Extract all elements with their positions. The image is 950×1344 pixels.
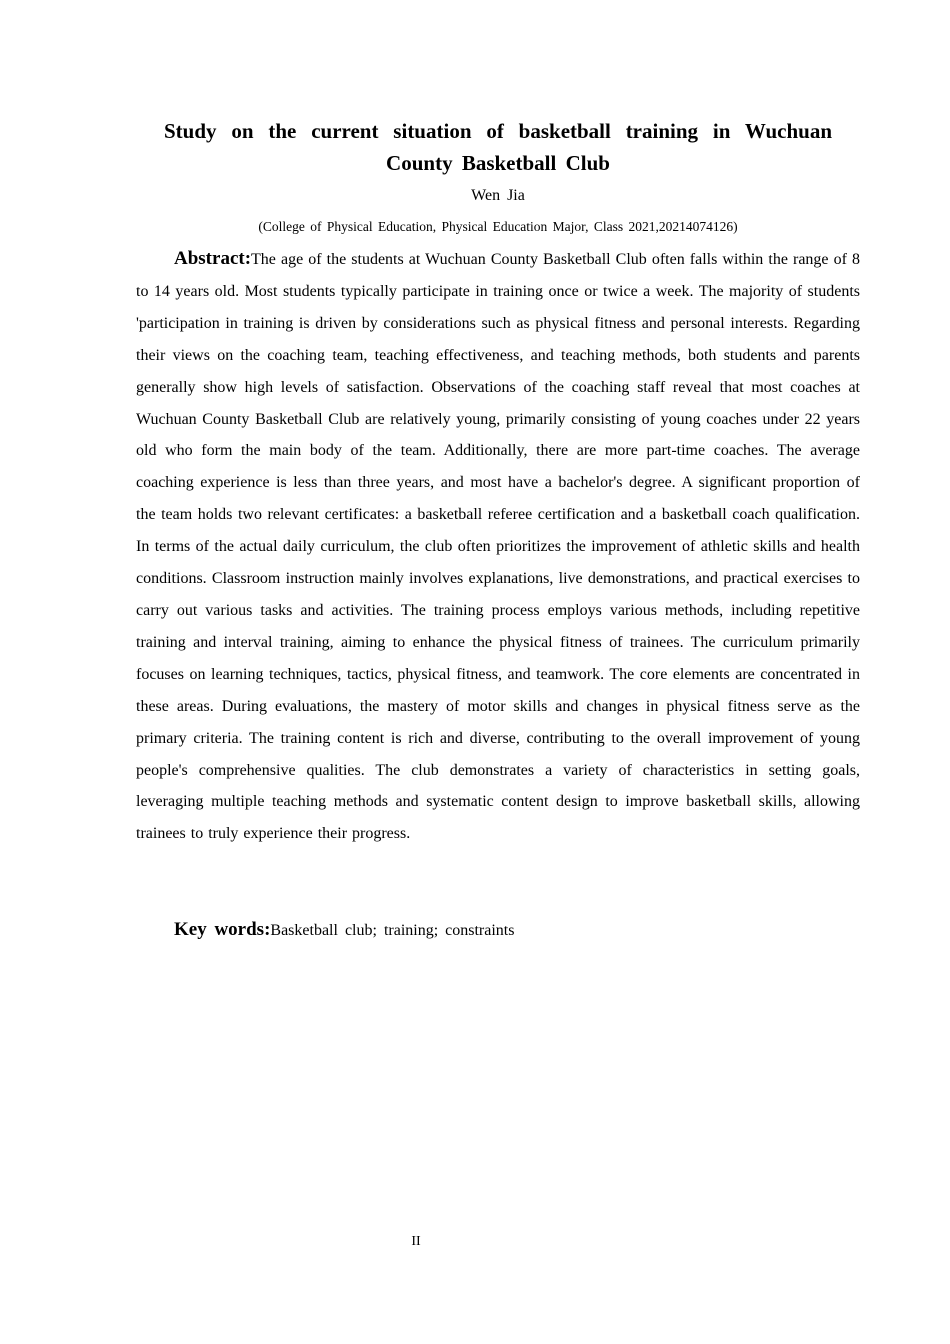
title-line-2: County Basketball Club: [386, 151, 610, 175]
page-number: II: [411, 1234, 421, 1249]
title-line-1: Study on the current situation of basketball training in Wuchuan: [164, 119, 832, 143]
author-name: Wen Jia: [471, 187, 525, 204]
paper-title: [136, 115, 860, 179]
keywords-text: Basketball club; training; constraints: [270, 922, 515, 939]
keywords-paragraph: [136, 914, 860, 947]
keywords-label: Key words:: [174, 919, 271, 940]
abstract-paragraph: [136, 243, 860, 850]
abstract-label: Abstract:: [174, 248, 252, 269]
author-affiliation: (College of Physical Education, Physical Education Major, Class 2021,20214074126): [258, 219, 738, 234]
abstract-text: The age of the students at Wuchuan County Basketball Club often falls within the range of 8 to 14 years old. Most students typically participate in training once or twice a week. The majority of students 'participation in training is driven by considerations such as physical fitness and personal interests. Regarding their views on the coaching team, teaching effectiveness, and teaching methods, both students and parents generally show high levels of satisfaction. Observations of the coaching staff reveal that most coaches at Wuchuan County Basketball Club are relatively young, primarily consisting of young coaches under 22 years old who form the main body of the team. Additionally, there are more part-time coaches. The average coaching experience is less than three years, and most have a bachelor's degree. A significant proportion of the team holds two relevant certificates: a basketball referee certification and a basketball coach qualification. In terms of the actual daily curriculum, the club often prioritizes the improvement of athletic skills and health conditions. Classroom instruction mainly involves explanations, live demonstrations, and practical exercises to carry out various tasks and activities. The training process employs various methods, including repetitive training and interval training, aiming to enhance the physical fitness of trainees. The curriculum primarily focuses on learning techniques, tactics, physical fitness, and teamwork. The core elements are concentrated in these areas. During evaluations, the mastery of motor skills and changes in physical fitness serve as the primary criteria. The training content is rich and diverse, contributing to the overall improvement of young people's comprehensive qualities. The club demonstrates a variety of characteristics in setting goals, leveraging multiple teaching methods and systematic content design to improve basketball skills, allowing trainees to truly experience their progress.: [136, 251, 860, 843]
